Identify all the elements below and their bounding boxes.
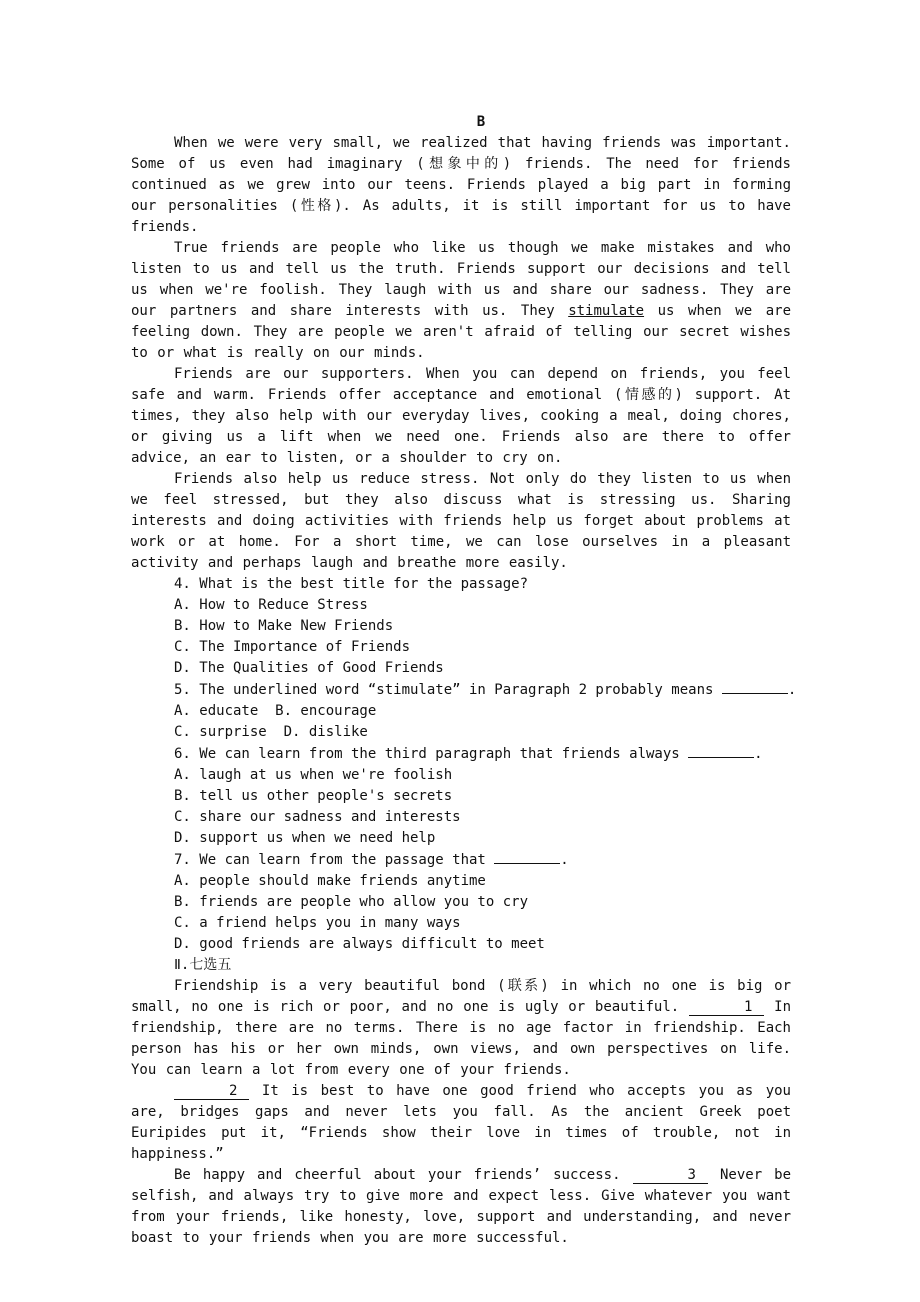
- cloze-paragraph-1: [131, 976, 791, 1081]
- question-7-option-c: C. a friend helps you in many ways: [174, 915, 461, 931]
- question-7-option-a: A. people should make friends anytime: [174, 873, 486, 889]
- question-7-option-b: B. friends are people who allow you to cry: [174, 894, 529, 910]
- question-6-option-a: A. laugh at us when we're foolish: [174, 767, 453, 783]
- question-6-text: 6. We can learn from the third paragraph that friends always: [174, 746, 689, 762]
- question-5-options-cd: C. surprise D. dislike: [174, 724, 368, 740]
- question-6-option-d: D. support us when we need help: [174, 830, 436, 846]
- cloze-text: Be happy and cheerful about your friends’ success.: [174, 1167, 633, 1183]
- passage-paragraph-4: Friends also help us reduce stress. Not only do they listen to us when we feel stressed, but they also discuss what is stressing us. Sharing interests and doing activities with friends help us forget about problems at work or at home. For a short time, we can lose ourselves in a pleasant activity and perhaps laugh and breathe more easily.: [131, 471, 791, 571]
- question-7-text: 7. We can learn from the passage that: [174, 852, 495, 868]
- cloze-text: Friendship is a very beautiful bond (联系) in which no one is big or small, no one is rich or poor, and no one is ugly or beautiful.: [131, 978, 791, 1015]
- question-5-options-ab: A. educate B. encourage: [174, 703, 377, 719]
- document-page: [131, 112, 797, 1249]
- answer-blank: [688, 743, 754, 758]
- underlined-word: stimulate: [568, 303, 645, 319]
- section-two-title: Ⅱ.七选五: [174, 957, 232, 973]
- cloze-blank-3: 3: [633, 1167, 708, 1184]
- question-6-stem: [131, 743, 791, 765]
- question-6-option-b: B. tell us other people's secrets: [174, 788, 453, 804]
- question-6-end: .: [754, 746, 763, 762]
- question-5-end: .: [787, 682, 797, 698]
- cloze-text: In friendship, there are no terms. There is no age factor in friendship. Each person has his or her own minds, own views, and own perspectives on life. You can learn a lot from every one of your friends.: [131, 999, 791, 1078]
- cloze-text: It is best to have one good friend who accepts you as you are, bridges gaps and never lets you fall. As the ancient Greek poet Euripides put it, “Friends show their love in times of trouble, not in happiness.”: [131, 1083, 791, 1162]
- passage-paragraph-2: [131, 238, 791, 364]
- question-7-option-d: D. good friends are always difficult to meet: [174, 936, 545, 952]
- passage-paragraph-3: Friends are our supporters. When you can depend on friends, you feel safe and warm. Friends offer acceptance and emotional (情感的) support. At times, they also help with our everyday lives, cooking a meal, doing chores, or giving us a lift when we need one. Friends also are there to offer advice, an ear to listen, or a shoulder to cry on.: [131, 366, 791, 466]
- question-6-option-c: C. share our sadness and interests: [174, 809, 461, 825]
- answer-blank: [494, 849, 560, 864]
- cloze-paragraph-2: [131, 1081, 791, 1165]
- cloze-blank-1: 1: [689, 999, 764, 1016]
- question-4-option-c: C. The Importance of Friends: [174, 639, 411, 655]
- question-4-option-a: A. How to Reduce Stress: [174, 597, 368, 613]
- cloze-blank-2: 2: [174, 1083, 249, 1100]
- cloze-paragraph-3: [131, 1165, 791, 1249]
- paragraph-2-text-after: us when we are feeling down. They are people we aren't afraid of telling our secret wishes to or what is really on our minds.: [131, 303, 791, 361]
- answer-blank: [722, 679, 788, 694]
- question-5-text: 5. The underlined word “stimulate” in Paragraph 2 probably means: [174, 682, 722, 698]
- question-4-option-b: B. How to Make New Friends: [174, 618, 394, 634]
- passage-paragraph-1: When we were very small, we realized that having friends was important. Some of us even had imaginary (想象中的) friends. The need for friends continued as we grew into our teens. Friends played a big part in forming our personalities (性格). As adults, it is still important for us to have friends.: [131, 135, 791, 235]
- cloze-text: Never be selfish, and always try to give more and expect less. Give whatever you want from your friends, like honesty, love, support and understanding, and never boast to your friends when you are more successful.: [131, 1167, 791, 1246]
- question-4-option-d: D. The Qualities of Good Friends: [174, 660, 444, 676]
- section-heading: B: [476, 114, 486, 130]
- question-7-end: .: [560, 852, 569, 868]
- question-7-stem: [131, 849, 791, 871]
- question-4-stem: 4. What is the best title for the passage?: [174, 576, 529, 592]
- paragraph-2-text-before: True friends are people who like us though we make mistakes and who listen to us and tell us the truth. Friends support our decisions and tell us when we're foolish. They laugh with us and share our sadness. They are our partners and share interests with us. They: [131, 240, 791, 319]
- question-5-stem: [131, 679, 797, 701]
